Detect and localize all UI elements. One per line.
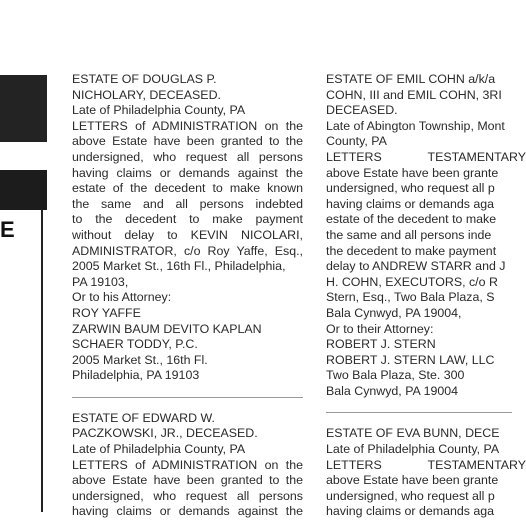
notice-line: having claims or demands against the	[72, 504, 303, 519]
notice-line: estate of the decedent to make	[326, 212, 497, 227]
notice-line: ADMINISTRATOR, c/o Roy Yaffe, Esq.,	[72, 243, 303, 258]
estate-notice	[326, 72, 526, 399]
notice-line: NICHOLARY, DECEASED.	[72, 87, 221, 102]
notice-line: Late of Philadelphia County, PA	[326, 442, 500, 457]
notice-line: LETTERS of ADMINISTRATION on the	[72, 118, 303, 133]
notice-line: Bala Cynwyd, PA 19004	[326, 383, 459, 398]
notice-line: undersigned, who request all p	[326, 181, 495, 196]
notice-line: PA 19103,	[72, 274, 129, 289]
notice-line: DECEASED.	[326, 103, 398, 118]
notice-line: H. COHN, EXECUTORS, c/o R	[326, 274, 498, 289]
sidebar-dark-block	[0, 75, 47, 142]
notice-line: Bala Cynwyd, PA 19004,	[326, 305, 462, 320]
notice-line: ZARWIN BAUM DEVITO KAPLAN	[72, 321, 262, 336]
notice-line: above Estate have been granted to the	[72, 473, 303, 488]
notice-line: to the decedent to make payment	[72, 212, 303, 227]
estate-notice	[72, 411, 303, 520]
notice-line: having claims or demands aga	[326, 196, 495, 211]
notice-line: ROBERT J. STERN	[326, 337, 436, 352]
notice-line: undersigned, who request all persons	[72, 149, 303, 164]
notice-line: COHN, III and EMIL COHN, 3RI	[326, 87, 502, 102]
notice-line: Two Bala Plaza, Ste. 300	[326, 368, 465, 383]
estate-notice	[326, 426, 526, 520]
notice-line: above Estate have been grante	[326, 473, 499, 488]
notice-line: above Estate have been grante	[326, 165, 499, 180]
notice-line: Late of Philadelphia County, PA	[72, 103, 246, 118]
notice-line: having claims or demands against the	[72, 165, 303, 180]
notice-line: LETTERS TESTAMENTARY	[326, 457, 526, 472]
notice-line: PACZKOWSKI, JR., DECEASED.	[72, 426, 258, 441]
notice-line: undersigned, who request all persons	[72, 488, 303, 503]
sidebar-heading-letter: E	[0, 217, 15, 242]
notice-line: estate of the decedent to make known	[72, 181, 303, 196]
notice-line: ESTATE OF DOUGLAS P.	[72, 72, 217, 86]
notice-line: Stern, Esq., Two Bala Plaza, S	[326, 290, 495, 305]
notice-line: 2005 Market St., 16th Fl., Philadelphia,	[72, 259, 286, 274]
notice-line: Or to their Attorney:	[326, 321, 434, 336]
notice-line: LETTERS of ADMINISTRATION on the	[72, 457, 303, 472]
notice-line: undersigned, who request all p	[326, 488, 495, 503]
notice-line: ESTATE OF EVA BUNN, DECE	[326, 426, 500, 441]
notice-line: ESTATE OF EDWARD W.	[72, 410, 215, 425]
notice-line: LETTERS TESTAMENTARY	[326, 149, 526, 164]
sidebar-dark-band	[0, 170, 47, 210]
notice-line: without delay to KEVIN NICOLARI,	[72, 227, 303, 242]
notice-divider	[326, 412, 512, 413]
notice-line: ROBERT J. STERN LAW, LLC	[326, 352, 495, 367]
notice-line: ROY YAFFE	[72, 305, 141, 320]
notices-column-1	[72, 72, 303, 520]
notice-line: having claims or demands aga	[326, 504, 495, 519]
notice-line: above Estate have been granted to the	[72, 134, 303, 149]
notice-line: the same and all persons indebted	[72, 196, 303, 211]
notice-line: Late of Abington Township, Mont	[326, 118, 505, 133]
notice-line: County, PA	[326, 134, 387, 149]
notice-line: delay to ANDREW STARR and J	[326, 259, 506, 274]
estate-notice	[72, 72, 303, 384]
notice-line: 2005 Market St., 16th Fl.	[72, 352, 208, 367]
notices-column-2	[326, 72, 526, 520]
notice-line: Or to his Attorney:	[72, 290, 172, 305]
notice-line: the same and all persons inde	[326, 227, 492, 242]
sidebar-panel	[0, 210, 43, 512]
notice-divider	[72, 397, 303, 398]
notice-line: Philadelphia, PA 19103	[72, 368, 200, 383]
notice-line: ESTATE OF EMIL COHN a/k/a	[326, 72, 496, 86]
notice-line: the decedent to make payment	[326, 243, 497, 258]
notice-line: SCHAER TODDY, P.C.	[72, 337, 198, 352]
notice-line: Late of Philadelphia County, PA	[72, 442, 246, 457]
